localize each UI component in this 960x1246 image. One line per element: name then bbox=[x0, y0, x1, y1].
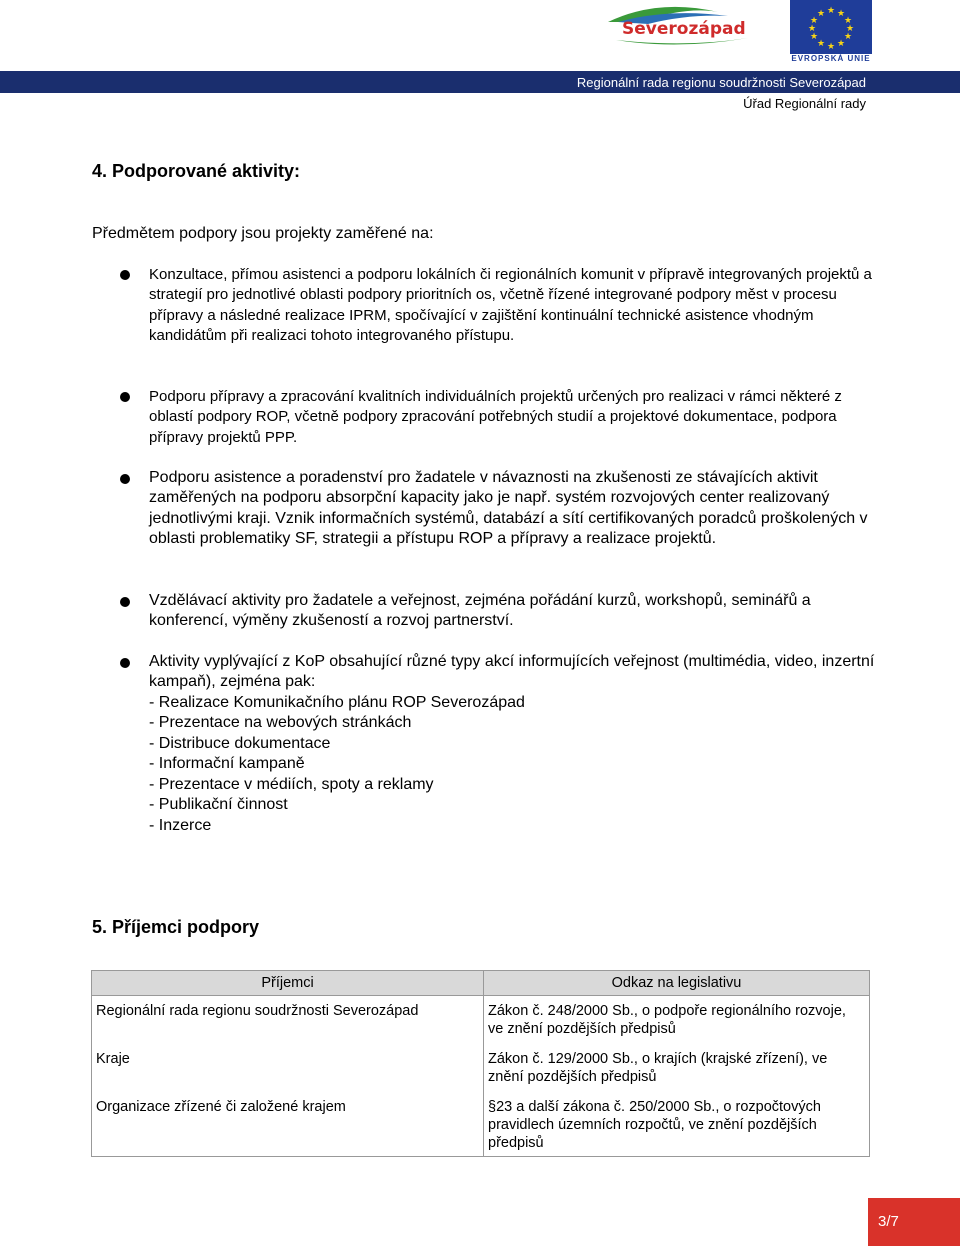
sub-list-item: - Prezentace na webových stránkách bbox=[149, 714, 412, 731]
table-row bbox=[92, 1088, 870, 1157]
office-label: Úřad Regionální rady bbox=[743, 96, 866, 111]
svg-text:★: ★ bbox=[807, 24, 817, 34]
sub-list-item: - Realizace Komunikačního plánu ROP Severozápad bbox=[149, 694, 525, 711]
svg-text:★: ★ bbox=[843, 32, 853, 42]
recipients-table bbox=[91, 970, 870, 1157]
list-item: Podporu asistence a poradenství pro žadatele v návaznosti na zkušenosti ze stávajících aktivit zaměřených na podporu absorpční kapacity jako je např. systém rozvojových center realizovaný jednotlivými kraji. Vznik informačních systémů, databází a sítí certifikovaných poradců proškolených v oblasti problematiky SF, strategii a přístupu ROP a přípravy a realizace projektů. bbox=[149, 469, 868, 548]
table-cell-legislation: §23 a další zákona č. 250/2000 Sb., o rozpočtových pravidlech územních rozpočtů, ve znění pozdějších předpisů bbox=[484, 1088, 870, 1157]
sub-list-item: - Publikační činnost bbox=[149, 796, 288, 813]
sub-list-item: - Prezentace v médiích, spoty a reklamy bbox=[149, 776, 434, 793]
eu-emblem bbox=[790, 0, 872, 66]
list-item: Aktivity vyplývající z KoP obsahující různé typy akcí informujících veřejnost (multimédia, video, inzertní kampaň), zejména pak: bbox=[149, 653, 875, 691]
section-4-title: 4. Podporované aktivity: bbox=[92, 161, 301, 181]
table-header-recipients: Příjemci bbox=[92, 971, 484, 996]
sub-list-item: - Inzerce bbox=[149, 817, 212, 834]
table-cell-recipient: Organizace zřízené či založené krajem bbox=[92, 1088, 484, 1157]
svg-text:★: ★ bbox=[816, 39, 826, 49]
table-header-row bbox=[92, 971, 870, 996]
header-bar bbox=[0, 71, 960, 93]
logo-text: Severozápad bbox=[622, 19, 746, 39]
page-number: 3/7 bbox=[878, 1213, 899, 1230]
list-item: Konzultace, přímou asistenci a podporu lokálních či regionálních komunit v přípravě integrovaných projektů a strategií pro jednotlivé oblasti podpory prioritních os, včetně řízené integrované podpory měst v procesu přípravy a následné realizace IPRM, spočívající v zajištění kontinuální technické asistence vhodným kandidátům při realizaci tohoto integrovaného přístupu. bbox=[149, 266, 872, 345]
list-item: Vzdělávací aktivity pro žadatele a veřejnost, zejména pořádání kurzů, workshopů, seminářů a konferencí, výměny zkušeností a rozvoj partnerství. bbox=[149, 592, 811, 630]
svg-text:★: ★ bbox=[809, 16, 819, 26]
bullet-icon bbox=[120, 474, 130, 484]
section-4-intro: Předmětem podpory jsou projekty zaměřené na: bbox=[92, 225, 434, 242]
bullet-icon bbox=[120, 392, 130, 402]
table-cell-legislation: Zákon č. 129/2000 Sb., o krajích (krajské zřízení), ve znění pozdějších předpisů bbox=[484, 1040, 870, 1088]
svg-text:★: ★ bbox=[836, 9, 846, 19]
table-row bbox=[92, 1040, 870, 1088]
bullet-icon bbox=[120, 270, 130, 280]
header-bar-title: Regionální rada regionu soudržnosti Severozápad bbox=[576, 75, 866, 90]
svg-text:★: ★ bbox=[816, 9, 826, 19]
svg-text:★: ★ bbox=[836, 39, 846, 49]
page-number-badge bbox=[868, 1198, 960, 1246]
table-cell-recipient: Regionální rada regionu soudržnosti Severozápad bbox=[92, 996, 484, 1041]
svg-text:★: ★ bbox=[826, 6, 836, 16]
list-item: Podporu přípravy a zpracování kvalitních individuálních projektů určených pro realizaci v rámci některé z oblastí podpory ROP, včetně podpory zpracování potřebných studií a projektové dokumentace, podpora přípravy projektů PPP. bbox=[149, 388, 842, 446]
section-5-title: 5. Příjemci podpory bbox=[92, 917, 260, 937]
svg-text:★: ★ bbox=[826, 42, 836, 52]
eu-flag-icon bbox=[790, 0, 872, 54]
table-header-legislation: Odkaz na legislativu bbox=[484, 971, 870, 996]
svg-text:★: ★ bbox=[845, 24, 855, 34]
sub-list-item: - Distribuce dokumentace bbox=[149, 735, 331, 752]
bullet-icon bbox=[120, 597, 130, 607]
sub-list-item: - Informační kampaně bbox=[149, 755, 305, 772]
bullet-icon bbox=[120, 658, 130, 668]
table-cell-recipient: Kraje bbox=[92, 1040, 484, 1088]
svg-text:★: ★ bbox=[843, 16, 853, 26]
table-cell-legislation: Zákon č. 248/2000 Sb., o podpoře regionálního rozvoje, ve znění pozdějších předpisů bbox=[484, 996, 870, 1041]
eu-label: EVROPSKÁ UNIE bbox=[791, 54, 871, 63]
svg-text:★: ★ bbox=[809, 32, 819, 42]
table-row bbox=[92, 996, 870, 1041]
severozapad-logo bbox=[598, 2, 776, 52]
